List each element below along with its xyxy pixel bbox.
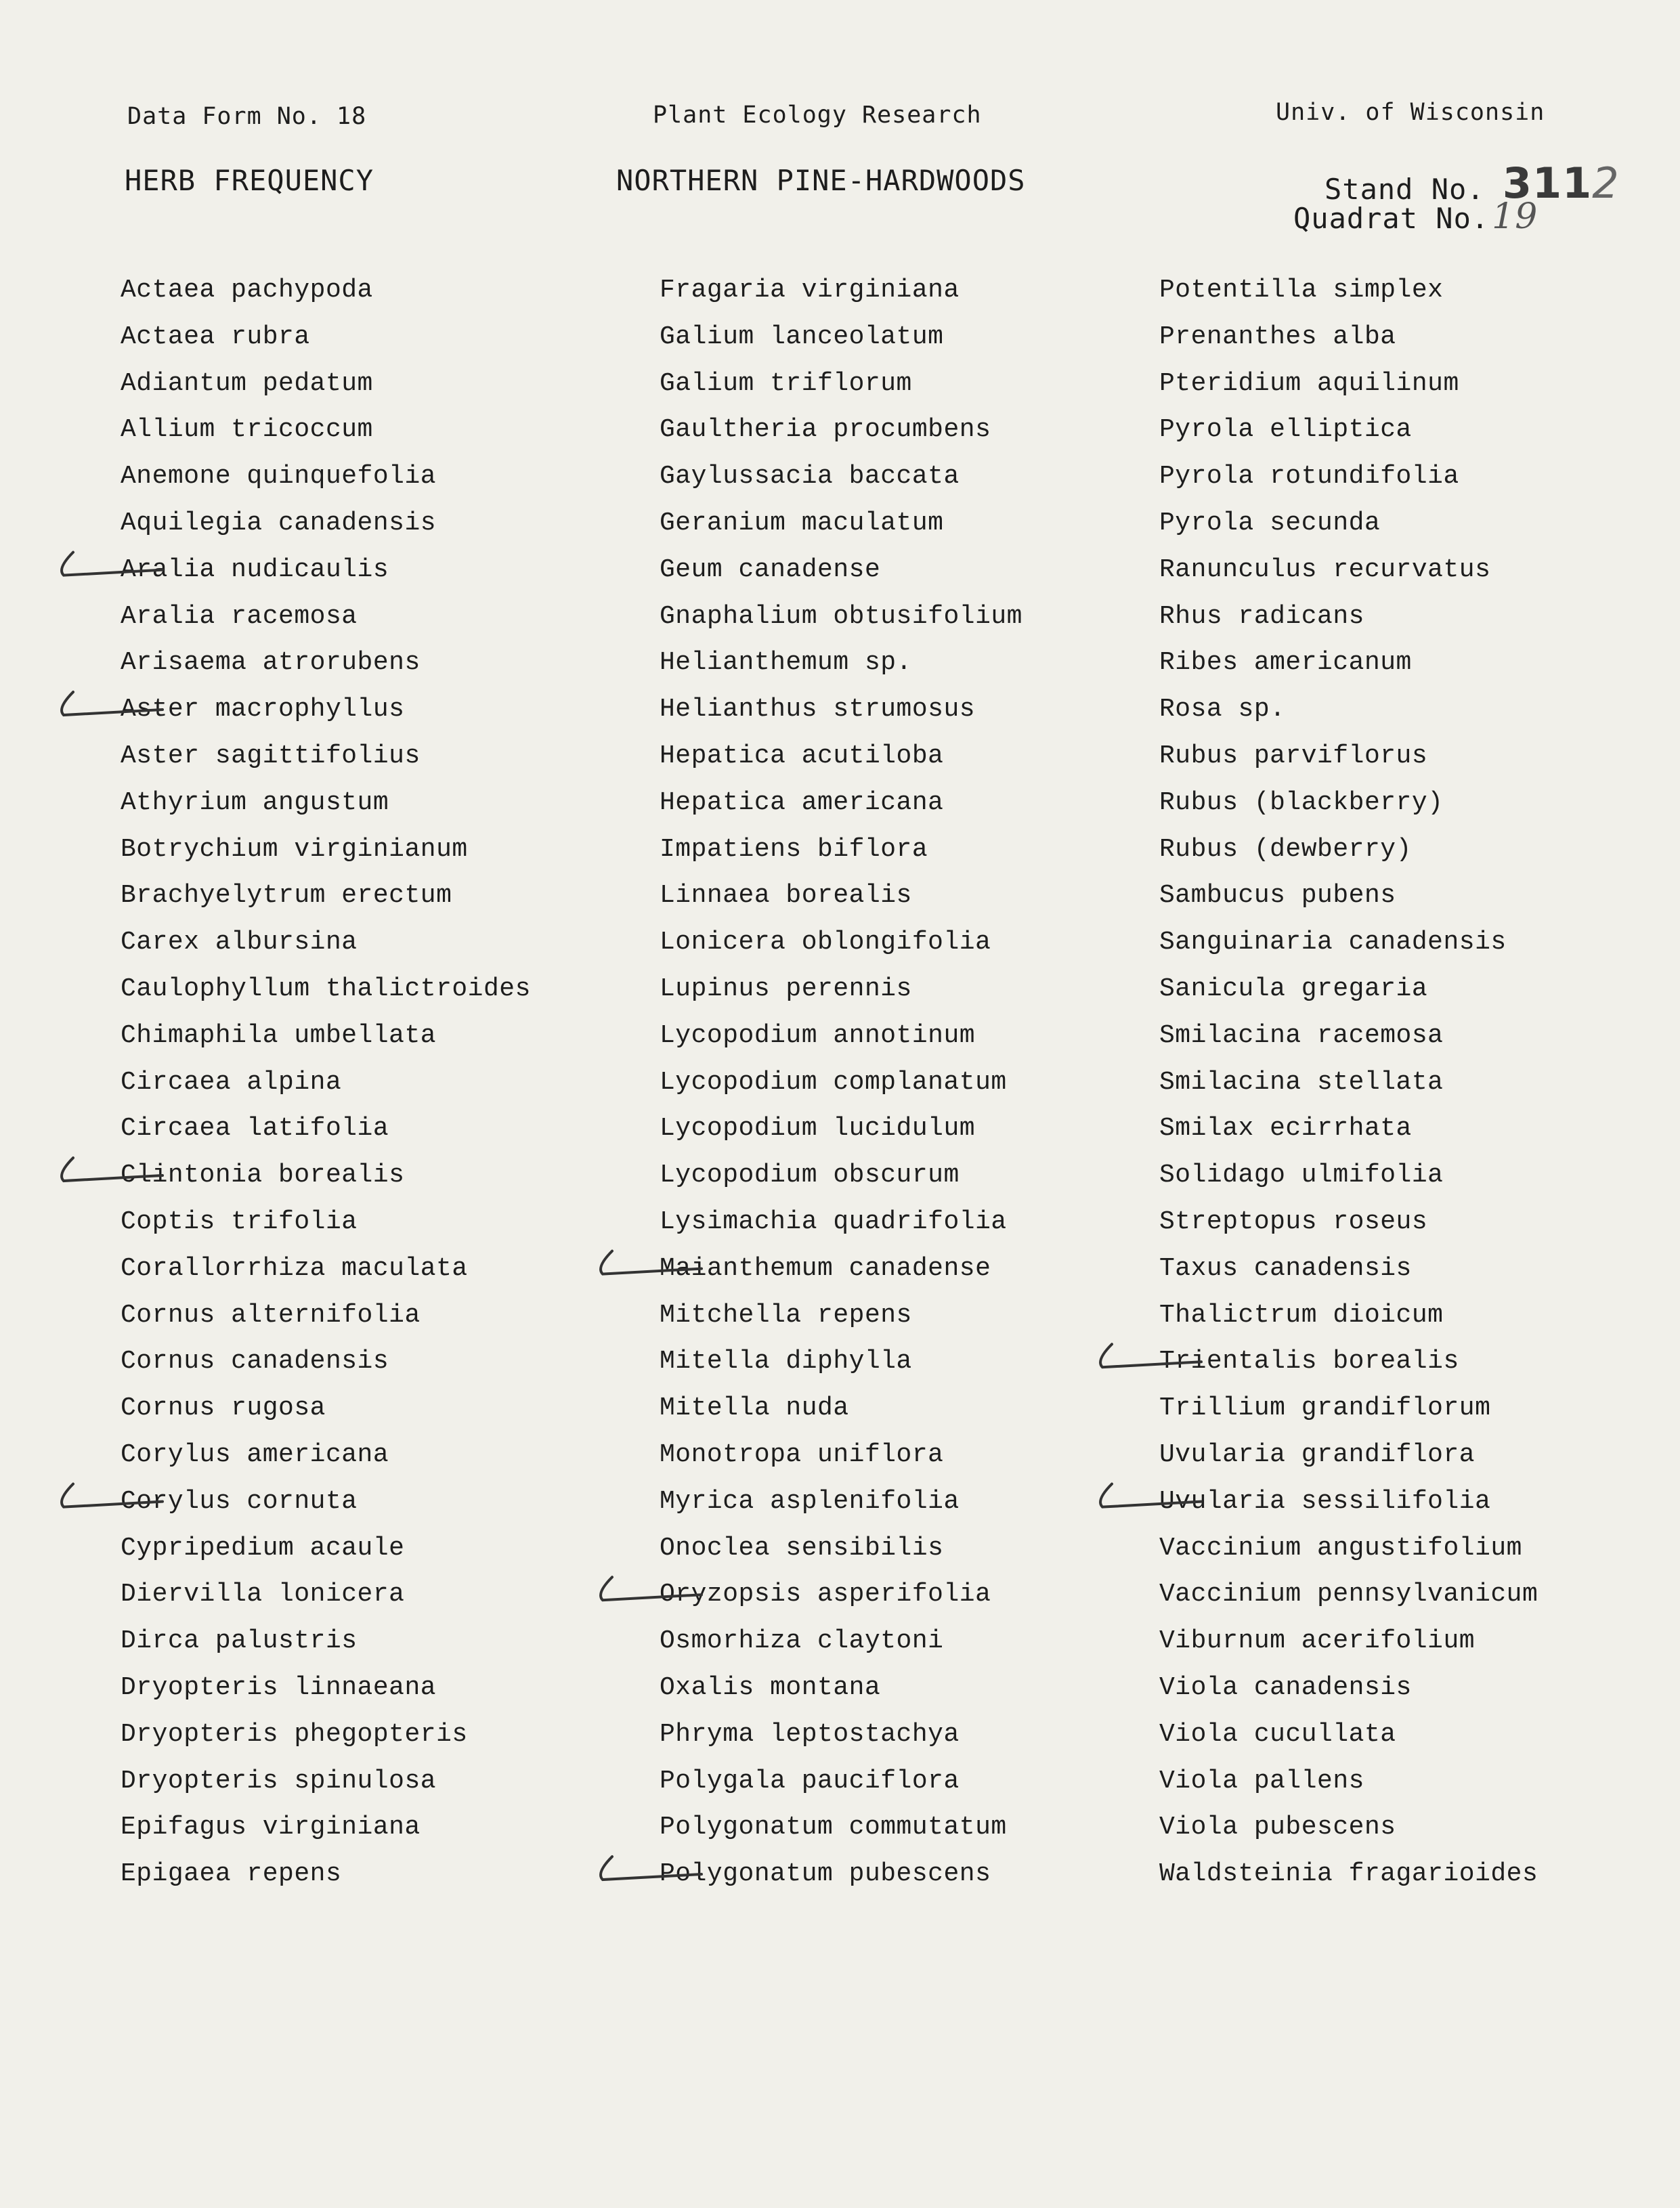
species-item: Caulophyllum thalictroides — [121, 974, 531, 1003]
species-item: Adiantum pedatum — [121, 368, 373, 398]
species-item: Dirca palustris — [121, 1626, 358, 1656]
species-item: Smilacina racemosa — [1159, 1020, 1444, 1050]
species-item: Oryzopsis asperifolia — [660, 1580, 991, 1609]
species-item: Helianthemum sp. — [660, 648, 912, 678]
species-item: Pteridium aquilinum — [1159, 368, 1459, 398]
species-item: Geranium maculatum — [660, 508, 944, 538]
species-item: Circaea latifolia — [121, 1114, 389, 1144]
quadrat-number-value: 19 — [1492, 196, 1538, 237]
species-item: Potentilla simplex — [1159, 276, 1444, 305]
species-item: Osmorhiza claytoni — [660, 1626, 944, 1656]
species-item: Epifagus virginiana — [121, 1813, 421, 1842]
species-item: Dryopteris phegopteris — [121, 1719, 468, 1749]
species-item: Vaccinium angustifolium — [1159, 1533, 1522, 1563]
species-item: Polygonatum commutatum — [660, 1813, 1007, 1842]
species-item: Chimaphila umbellata — [121, 1020, 437, 1050]
species-item: Monotropa uniflora — [660, 1439, 944, 1469]
species-item: Pyrola elliptica — [1159, 415, 1412, 445]
species-item: Linnaea borealis — [660, 881, 912, 911]
species-item: Cornus alternifolia — [121, 1300, 421, 1330]
species-column-2 — [660, 267, 1022, 1898]
species-item: Gaultheria procumbens — [660, 415, 991, 445]
species-item: Actaea rubra — [121, 322, 310, 351]
species-item: Cornus rugosa — [121, 1393, 326, 1423]
quadrat-label: Quadrat No. — [1293, 202, 1490, 235]
species-item: Aquilegia canadensis — [121, 508, 437, 538]
species-item: Rubus (blackberry) — [1159, 787, 1444, 817]
species-column-3 — [1159, 267, 1538, 1898]
species-item: Corylus americana — [121, 1439, 389, 1469]
species-item: Corylus cornuta — [121, 1486, 358, 1516]
species-item: Arisaema atrorubens — [121, 648, 421, 678]
quadrat-number-field — [1293, 196, 1538, 237]
species-item: Sanicula gregaria — [1159, 974, 1428, 1003]
species-item: Coptis trifolia — [121, 1207, 358, 1236]
species-item: Smilacina stellata — [1159, 1067, 1444, 1097]
form-title: HERB FREQUENCY — [125, 164, 374, 197]
species-item: Gnaphalium obtusifolium — [660, 601, 1022, 631]
species-item: Aster macrophyllus — [121, 695, 405, 724]
species-item: Lysimachia quadrifolia — [660, 1207, 1007, 1236]
species-item: Impatiens biflora — [660, 834, 928, 864]
species-item: Maianthemum canadense — [660, 1253, 991, 1283]
species-item: Dryopteris linnaeana — [121, 1672, 437, 1702]
species-item: Oxalis montana — [660, 1672, 881, 1702]
species-item: Hepatica americana — [660, 787, 944, 817]
species-item: Ribes americanum — [1159, 648, 1412, 678]
species-item: Gaylussacia baccata — [660, 462, 960, 492]
species-item: Vaccinium pennsylvanicum — [1159, 1580, 1538, 1609]
university: Univ. of Wisconsin — [1276, 99, 1545, 126]
species-item: Waldsteinia fragarioides — [1159, 1859, 1538, 1889]
species-item: Pyrola rotundifolia — [1159, 462, 1459, 492]
species-item: Rubus (dewberry) — [1159, 834, 1412, 864]
species-item: Uvularia sessilifolia — [1159, 1486, 1491, 1516]
species-item: Lonicera oblongifolia — [660, 928, 991, 957]
species-item: Lycopodium obscurum — [660, 1161, 960, 1190]
species-item: Epigaea repens — [121, 1859, 342, 1889]
community-name: NORTHERN PINE-HARDWOODS — [616, 164, 1026, 197]
species-item: Sanguinaria canadensis — [1159, 928, 1507, 957]
species-item: Botrychium virginianum — [121, 834, 468, 864]
species-item: Hepatica acutiloba — [660, 741, 944, 771]
species-item: Athyrium angustum — [121, 787, 389, 817]
species-item: Trillium grandiflorum — [1159, 1393, 1491, 1423]
species-item: Brachyelytrum erectum — [121, 881, 452, 911]
species-item: Aralia racemosa — [121, 601, 358, 631]
species-item: Helianthus strumosus — [660, 695, 976, 724]
species-item: Cornus canadensis — [121, 1347, 389, 1377]
species-item: Pyrola secunda — [1159, 508, 1381, 538]
species-item: Onoclea sensibilis — [660, 1533, 944, 1563]
species-item: Corallorrhiza maculata — [121, 1253, 468, 1283]
species-item: Aralia nudicaulis — [121, 555, 389, 584]
species-item: Prenanthes alba — [1159, 322, 1396, 351]
species-item: Circaea alpina — [121, 1067, 342, 1097]
species-item: Thalictrum dioicum — [1159, 1300, 1444, 1330]
species-item: Viola cucullata — [1159, 1719, 1396, 1749]
species-item: Lycopodium annotinum — [660, 1020, 976, 1050]
species-item: Aster sagittifolius — [121, 741, 421, 771]
stand-number-main: 311 — [1502, 158, 1593, 208]
species-item: Rubus parviflorus — [1159, 741, 1428, 771]
species-item: Polygonatum pubescens — [660, 1859, 991, 1889]
species-item: Clintonia borealis — [121, 1161, 405, 1190]
species-item: Polygala pauciflora — [660, 1766, 960, 1796]
species-item: Dryopteris spinulosa — [121, 1766, 437, 1796]
species-item: Smilax ecirrhata — [1159, 1114, 1412, 1144]
species-item: Lupinus perennis — [660, 974, 912, 1003]
species-item: Streptopus roseus — [1159, 1207, 1428, 1236]
species-item: Myrica asplenifolia — [660, 1486, 960, 1516]
species-column-1 — [121, 267, 531, 1898]
species-item: Fragaria virginiana — [660, 276, 960, 305]
species-item: Sambucus pubens — [1159, 881, 1396, 911]
species-item: Uvularia grandiflora — [1159, 1439, 1476, 1469]
species-item: Phryma leptostachya — [660, 1719, 960, 1749]
species-item: Viola canadensis — [1159, 1672, 1412, 1702]
species-item: Geum canadense — [660, 555, 881, 584]
species-item: Carex albursina — [121, 928, 358, 957]
species-item: Rhus radicans — [1159, 601, 1364, 631]
species-item: Actaea pachypoda — [121, 276, 373, 305]
species-item: Anemone quinquefolia — [121, 462, 437, 492]
species-item: Rosa sp. — [1159, 695, 1286, 724]
stand-label: Stand No. — [1324, 173, 1485, 206]
species-item: Cypripedium acaule — [121, 1533, 405, 1563]
species-item: Trientalis borealis — [1159, 1347, 1459, 1377]
stand-number-suffix: 2 — [1592, 158, 1620, 208]
species-item: Lycopodium complanatum — [660, 1067, 1007, 1097]
species-item: Viburnum acerifolium — [1159, 1626, 1476, 1656]
species-item: Galium triflorum — [660, 368, 912, 398]
form-number: Data Form No. 18 — [127, 103, 367, 130]
species-item: Lycopodium lucidulum — [660, 1114, 976, 1144]
species-item: Diervilla lonicera — [121, 1580, 405, 1609]
species-item: Taxus canadensis — [1159, 1253, 1412, 1283]
species-item: Viola pubescens — [1159, 1813, 1396, 1842]
species-item: Galium lanceolatum — [660, 322, 944, 351]
species-item: Allium tricoccum — [121, 415, 373, 445]
organization: Plant Ecology Research — [653, 102, 982, 129]
species-item: Viola pallens — [1159, 1766, 1364, 1796]
species-item: Solidago ulmifolia — [1159, 1161, 1444, 1190]
species-item: Mitella diphylla — [660, 1347, 912, 1377]
species-item: Ranunculus recurvatus — [1159, 555, 1491, 584]
species-item: Mitella nuda — [660, 1393, 849, 1423]
species-item: Mitchella repens — [660, 1300, 912, 1330]
